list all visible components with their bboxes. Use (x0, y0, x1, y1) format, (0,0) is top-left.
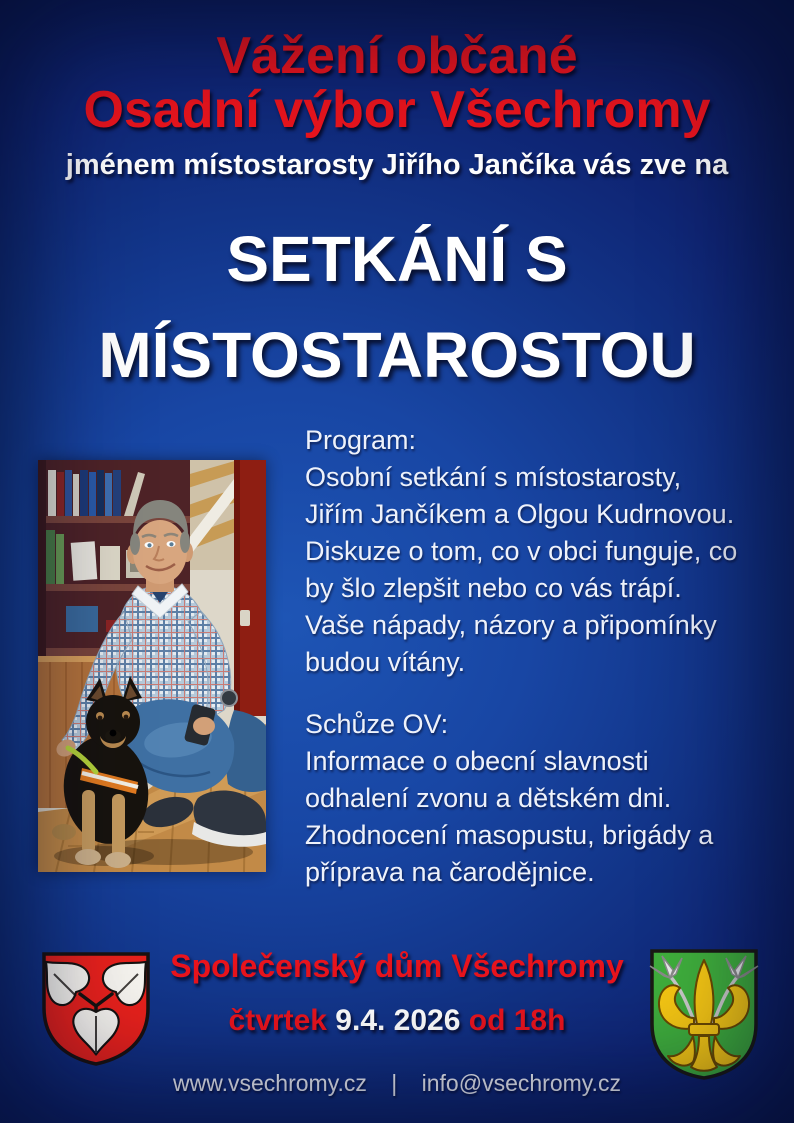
time-label: od 18h (468, 1004, 566, 1037)
info-column (305, 422, 783, 891)
datetime-line (0, 1004, 794, 1038)
program-line: by šlo zlepšit nebo co vás trápí. (305, 573, 682, 603)
event-title-line-2: MÍSTOSTAROSTOU (98, 319, 696, 391)
email-text: info@vsechromy.cz (421, 1070, 621, 1096)
venue-line: Společenský dům Všechromy (170, 948, 624, 984)
invitation-line: jménem místostarosty Jiřího Jančíka vás zve na (65, 149, 729, 181)
day-label: čtvrtek (228, 1004, 327, 1037)
meeting-heading: Schůze OV: (305, 709, 449, 739)
organizer-line: Osadní výbor Všechromy (83, 81, 711, 139)
photo-illustration (38, 460, 266, 872)
separator: | (391, 1070, 398, 1096)
meeting-line: Informace o obecní slavnosti (305, 746, 649, 776)
event-title-line-1: SETKÁNÍ S (226, 223, 568, 295)
website-text: www.vsechromy.cz (173, 1070, 367, 1096)
program-heading: Program: (305, 425, 417, 455)
date-label: 9.4. 2026 (335, 1004, 461, 1037)
photo-red-cabinet (234, 460, 266, 716)
meeting-line: odhalení zvonu a dětském dni. (305, 783, 672, 813)
program-line: Osobní setkání s místostarosty, (305, 462, 682, 492)
program-line: Jiřím Jančíkem a Olgou Kudrnovou. (305, 499, 735, 529)
meeting-line: Zhodnocení masopustu, brigády a (305, 820, 714, 850)
program-line: Vaše nápady, názory a připomínky (305, 610, 717, 640)
meeting-line: příprava na čarodějnice. (305, 857, 595, 887)
program-line: Diskuze o tom, co v obci funguje, co (305, 536, 738, 566)
greeting-line: Vážení občané (216, 27, 578, 85)
program-line: budou vítány. (305, 647, 466, 677)
program-section (305, 422, 783, 681)
photo-man-with-puppy (38, 460, 266, 872)
meeting-section (305, 706, 783, 891)
contact-line (0, 1070, 794, 1097)
